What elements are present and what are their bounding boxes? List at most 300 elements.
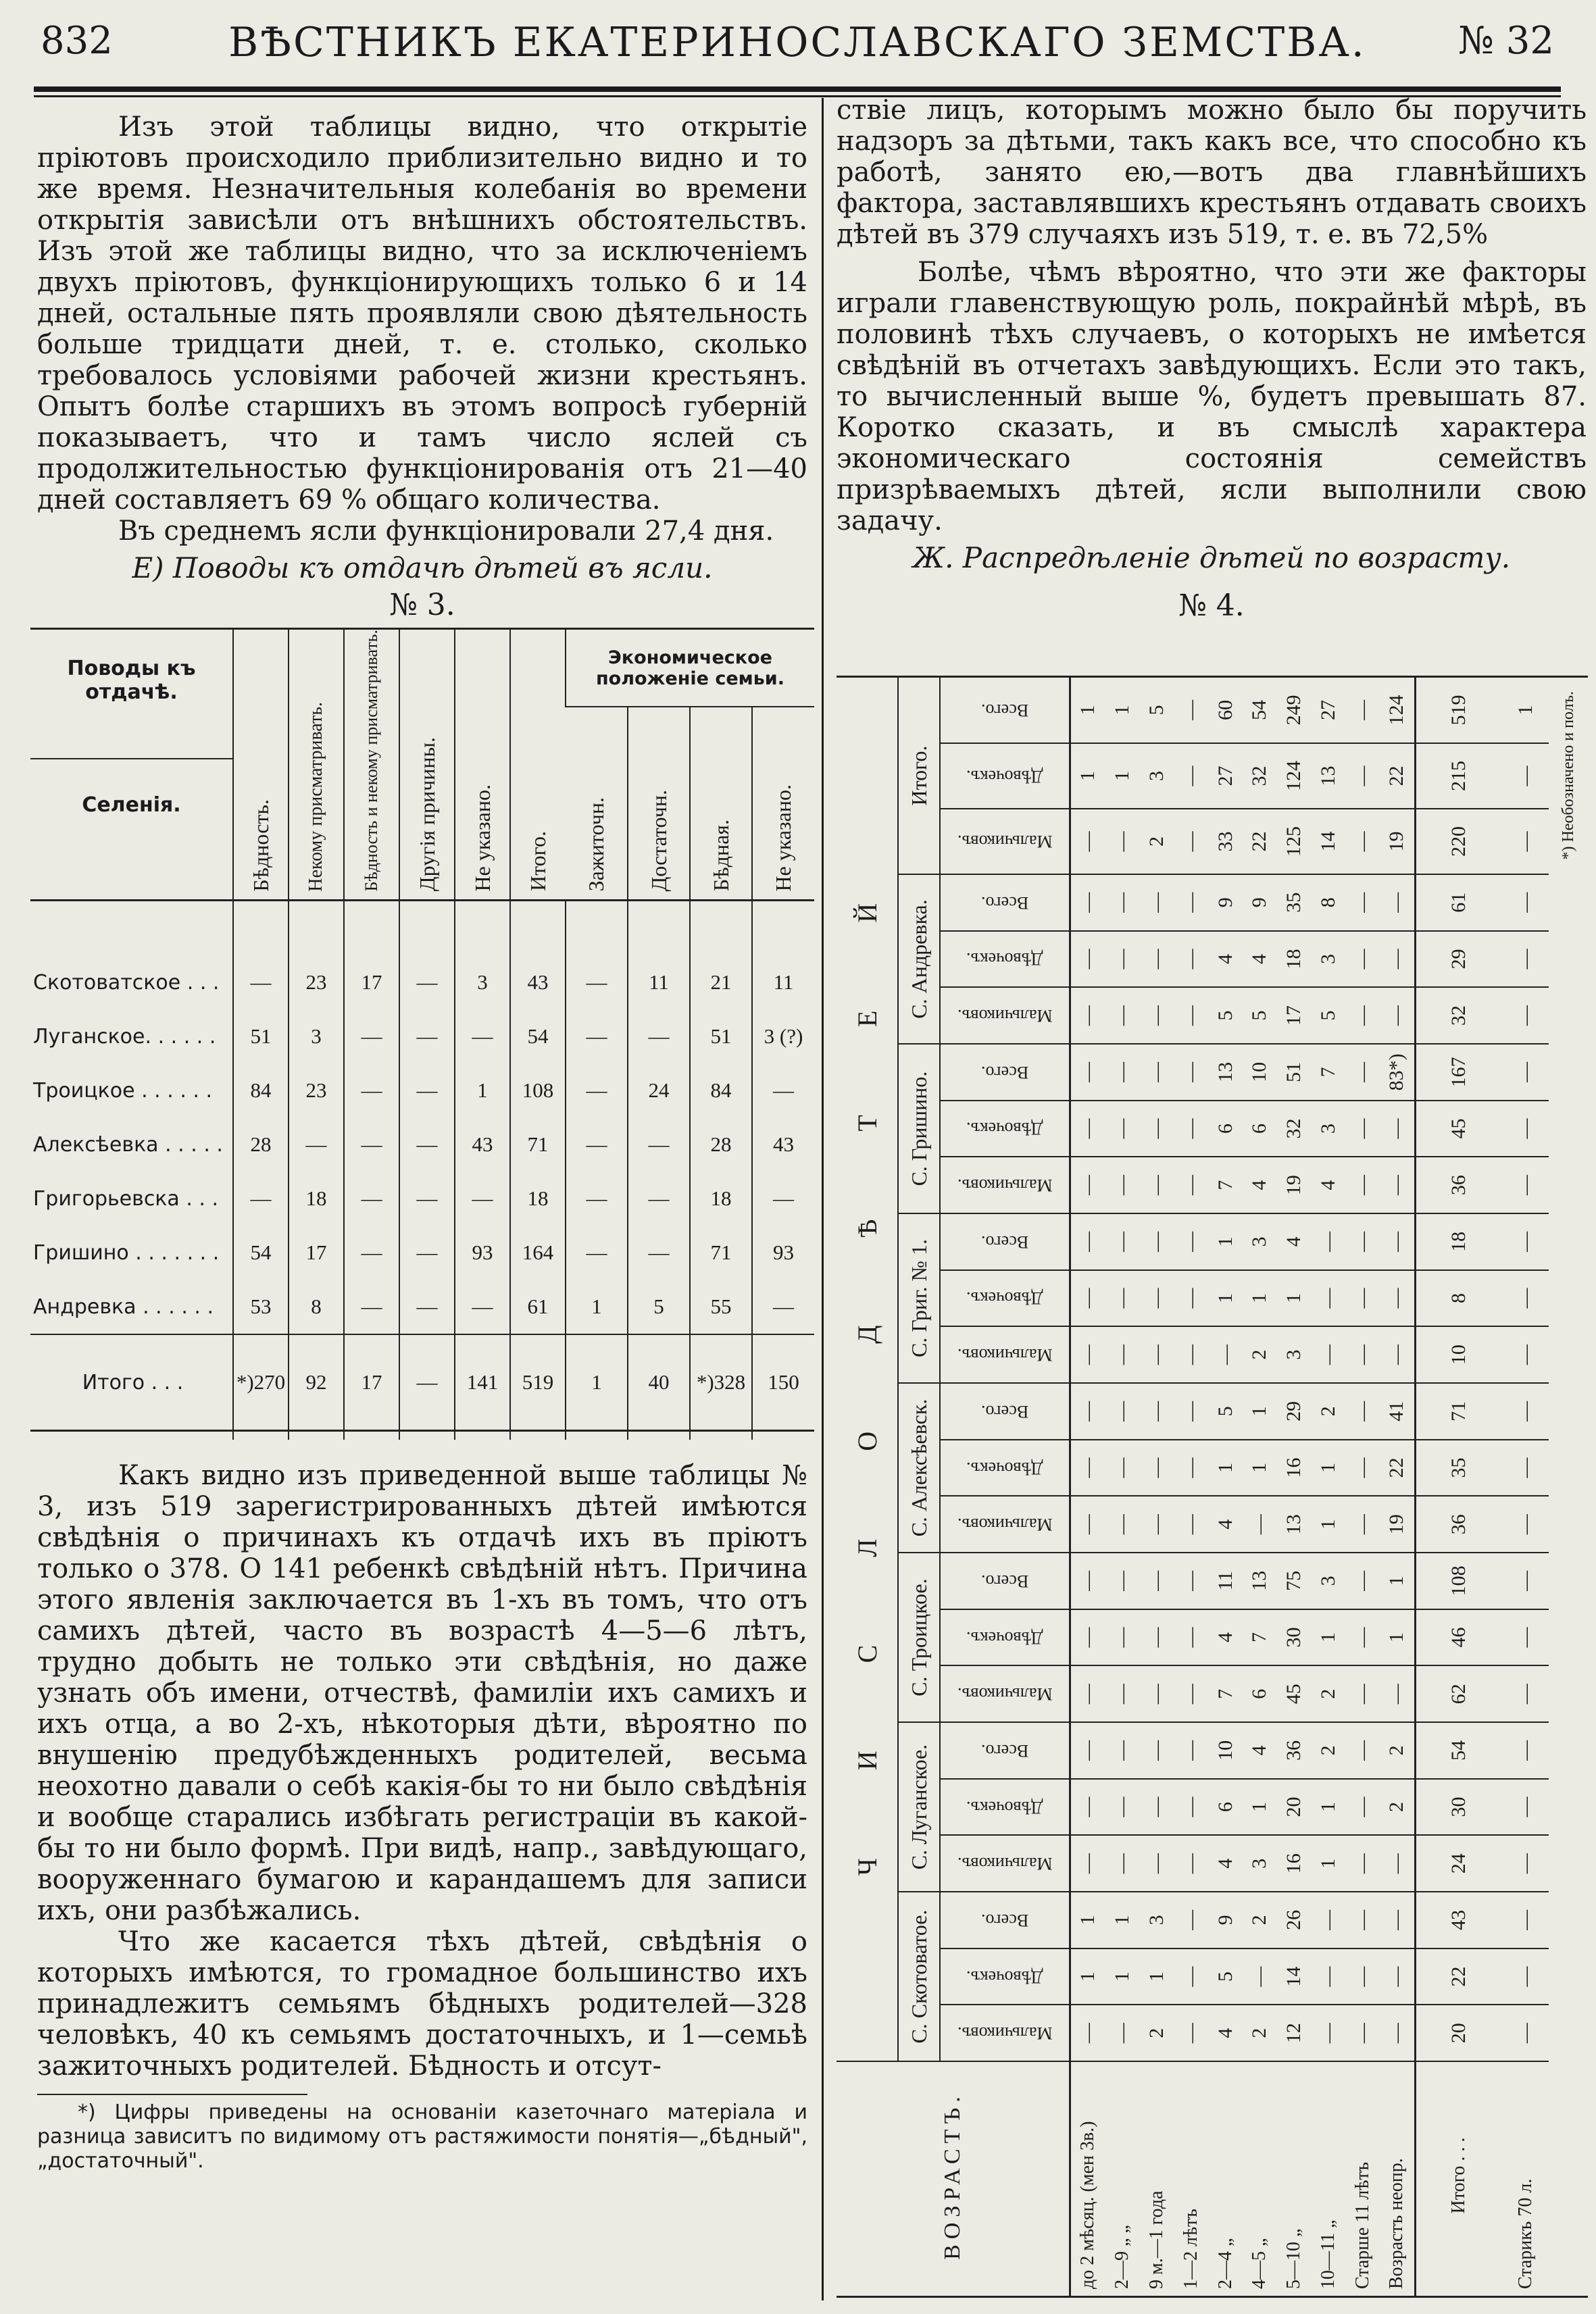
total-cell: 519 [1415, 678, 1502, 743]
table-cell: 10 [1243, 1044, 1277, 1101]
table-cell: 249 [1277, 678, 1312, 743]
table-cell: — [344, 1063, 399, 1117]
age-label: 2—9 „ „ [1112, 2225, 1133, 2289]
table3-col-header: Достаточн. [628, 707, 690, 901]
table4-subcol-header [940, 1496, 1070, 1553]
table-cell: — [1174, 1779, 1208, 1836]
table-cell: — [1174, 1948, 1208, 2005]
table-cell: — [1502, 1383, 1549, 1440]
table-cell: 1 [455, 1063, 510, 1117]
table4-subcol-header [940, 1383, 1070, 1440]
table-cell: — [1502, 1157, 1549, 1213]
table-cell: — [1174, 1383, 1208, 1440]
table3-col-header: Бѣдность. [233, 629, 289, 901]
total-cell: *)328 [690, 1334, 752, 1431]
table-cell: 43 [455, 1117, 510, 1172]
total-cell: 62 [1415, 1665, 1502, 1722]
table-cell: — [1070, 931, 1105, 988]
table-cell: 33 [1208, 809, 1243, 874]
table-cell: 4 [1243, 1722, 1277, 1779]
table-cell: — [1380, 1101, 1415, 1157]
table-cell: — [1070, 1101, 1105, 1157]
table-cell: — [1070, 809, 1105, 874]
table-cell: — [1070, 1553, 1105, 1609]
age-label: 4—5 „ [1249, 2238, 1270, 2289]
table-cell: — [1140, 1440, 1174, 1496]
table-cell: 28 [233, 1117, 289, 1172]
table-cell: 3 [1243, 1835, 1277, 1892]
table-cell: 5 [1208, 1948, 1243, 2005]
table4-subcol-header [940, 1101, 1070, 1157]
table4-subcol-header [940, 743, 1070, 809]
table-cell: 26 [1277, 1892, 1312, 1948]
table-cell: — [1380, 1270, 1415, 1327]
table4-subcol-label: Дѣвочекъ. [966, 1628, 1043, 1648]
table-cell: 1 [1243, 1270, 1277, 1327]
total-cell: 167 [1415, 1044, 1502, 1101]
table-cell: — [1311, 1213, 1345, 1270]
table-row [30, 1172, 814, 1226]
table-cell: — [1311, 1270, 1345, 1327]
total-cell: 17 [344, 1334, 399, 1431]
table-cell: — [1105, 1440, 1140, 1496]
table-cell: 2 [1311, 1665, 1345, 1722]
table4-subcol-header [940, 1553, 1070, 1609]
total-cell: 150 [752, 1334, 814, 1431]
table-cell: 4 [1277, 1213, 1312, 1270]
table4-big-header: Ч И С Л О Д Ѣ Т Е Й [837, 678, 898, 2061]
table-cell: — [1502, 1665, 1549, 1722]
table4-subcol-label: Дѣвочекъ. [966, 1458, 1043, 1478]
table-cell: 3 (?) [752, 1009, 814, 1063]
table4-subcol-header [940, 874, 1070, 931]
table-cell: — [1174, 1326, 1208, 1383]
table-cell: — [1380, 1157, 1415, 1213]
table-cell: 5 [1243, 987, 1277, 1044]
table-cell: 19 [1277, 1157, 1312, 1213]
table-cell: — [628, 1172, 690, 1226]
table3-corner-header [30, 629, 233, 901]
table-cell: 9 [1208, 874, 1243, 931]
table-cell: 1 [1243, 1779, 1277, 1836]
table-cell: — [1380, 931, 1415, 988]
right-column [837, 95, 1587, 628]
table3-col-header: Не указано. [455, 629, 510, 901]
table-cell: — [1502, 1609, 1549, 1666]
table-row [1105, 678, 1140, 2296]
table-cell: 14 [1311, 809, 1345, 874]
table-cell: 4 [1243, 931, 1277, 988]
table-cell: — [1380, 1835, 1415, 1892]
table-cell: — [752, 1063, 814, 1117]
village-name: Луганское. . . . . . [33, 1024, 216, 1049]
table-cell: — [1140, 1496, 1174, 1553]
table-cell: — [1345, 1835, 1380, 1892]
total-cell: 40 [628, 1334, 690, 1431]
table-cell: 32 [1277, 1101, 1312, 1157]
table-cell: 17 [1277, 987, 1312, 1044]
total-cell: 46 [1415, 1609, 1502, 1666]
table-cell: — [1140, 1044, 1174, 1101]
table-cell: — [1140, 987, 1174, 1044]
table4-subcol-header [940, 1835, 1070, 1892]
table-cell: — [1174, 2005, 1208, 2061]
table-cell: 71 [690, 1226, 752, 1280]
table-cell: — [1380, 987, 1415, 1044]
table-cell: — [566, 1226, 628, 1280]
table4-group-header: Итого. [898, 678, 940, 874]
table4-footnote: *) Необозначено и полъ. [1559, 691, 1577, 860]
table-cell: 71 [510, 1117, 566, 1172]
table-cell: — [1105, 1157, 1140, 1213]
table-cell: — [628, 1226, 690, 1280]
table-cell: — [1502, 1779, 1549, 1836]
table-cell: 1 [1208, 1213, 1243, 1270]
table-cell: 5 [628, 1280, 690, 1334]
table-cell: 6 [1243, 1101, 1277, 1157]
table4-subcol-label: Дѣвочекъ. [966, 766, 1043, 786]
table-cell: 1 [566, 1280, 628, 1334]
table-cell: — [1174, 931, 1208, 988]
table-cell: — [1502, 809, 1549, 874]
village-name: Григорьевска . . . [33, 1186, 219, 1211]
journal-title: ВѢСТНИКЪ ЕКАТЕРИНОСЛАВСКАГО ЗЕМСТВА. [228, 19, 1366, 66]
table4-subcol-header [940, 1157, 1070, 1213]
table-cell: — [1380, 1213, 1415, 1270]
village-name: Алексѣевка . . . . . [33, 1132, 223, 1157]
table-cell: 93 [455, 1226, 510, 1280]
total-cell: 54 [1415, 1722, 1502, 1779]
table-cell: — [399, 1172, 455, 1226]
table-cell: 23 [289, 955, 344, 1009]
total-label: Итого . . . [30, 1334, 233, 1431]
table-cell: — [1140, 1270, 1174, 1327]
table4-subcol-header [940, 2005, 1070, 2061]
table-cell: — [1174, 809, 1208, 874]
total-cell: 10 [1415, 1326, 1502, 1383]
table-cell: 22 [1380, 1440, 1415, 1496]
table-cell: 125 [1277, 809, 1312, 874]
table-4-rotated [837, 678, 1588, 2296]
table-cell: — [1380, 874, 1415, 931]
table4-subcol-header [940, 987, 1070, 1044]
total-cell: 220 [1415, 809, 1502, 874]
table-cell: 1 [1105, 1948, 1140, 2005]
table-cell: — [1345, 1609, 1380, 1666]
table4-group-header: С. Скотоватое. [898, 1892, 940, 2061]
table-cell: — [1105, 2005, 1140, 2061]
table-cell: 1 [1502, 678, 1549, 743]
table4-subcol-header [940, 809, 1070, 874]
table-cell: 60 [1208, 678, 1243, 743]
table3-col-header: Некому присматривать. [289, 629, 344, 901]
table-cell: 54 [510, 1009, 566, 1063]
table-cell: — [1311, 2005, 1345, 2061]
table-cell: — [1345, 1157, 1380, 1213]
table-cell: — [344, 1280, 399, 1334]
table-cell: 12 [1277, 2005, 1312, 2061]
total-cell: 92 [289, 1334, 344, 1431]
table-cell: 2 [1243, 1326, 1277, 1383]
table4-subcol-header [940, 1609, 1070, 1666]
table4-group-header: С. Алексѣевск. [898, 1383, 940, 1553]
section-zh-heading: Ж. Распредѣленіе дѣтей по возрасту. [912, 541, 1511, 574]
table-cell: — [344, 1009, 399, 1063]
table-cell: 18 [690, 1172, 752, 1226]
table-cell: — [399, 1009, 455, 1063]
table-cell: — [1208, 1326, 1243, 1383]
table-cell: — [455, 1009, 510, 1063]
table-row [30, 1063, 814, 1117]
left-paragraph-1: Изъ этой таблицы видно, что открытіе пріютовъ происходило приблизительно видно и то же время. Незначительныя колебанія во времени открытія зависѣли отъ внѣшнихъ обстоятельствъ. Изъ этой же таблицы видно, что за исключеніемъ двухъ пріютовъ, функціонирующихъ только 6 и 14 дней, остальные пять проявляли свою дѣятельность больше тридцати дней, т. е. столько, сколько требовалось условіями рабочей жизни крестьянъ. Опытъ болѣе старшихъ въ этомъ вопросѣ губерній показываетъ, что и тамъ число яслей съ продолжительностью функціонированія отъ 21—40 дней составляетъ 69 % общаго количества. [37, 111, 807, 515]
table-cell: 1 [1140, 1948, 1174, 2005]
table-cell: — [1070, 1722, 1105, 1779]
table-cell: 9 [1208, 1892, 1243, 1948]
table4-subcol-label: Мальчиковъ. [957, 832, 1053, 852]
table-row [1174, 678, 1208, 2296]
left-paragraph-2: Въ среднемъ ясли функціонировали 27,4 дня. [118, 515, 774, 547]
village-name: Андревка . . . . . . [33, 1294, 214, 1319]
table-cell: 1 [1070, 743, 1105, 809]
total-cell: 1 [566, 1334, 628, 1431]
table-cell: 1 [1380, 1553, 1415, 1609]
table-row [1243, 678, 1277, 2296]
table-cell: 1 [1311, 1496, 1345, 1553]
table-cell: — [1105, 1779, 1140, 1836]
table-cell: — [1070, 1383, 1105, 1440]
table-cell: 1 [1105, 743, 1140, 809]
table-cell: 20 [1277, 1779, 1312, 1836]
table-cell: 1 [1070, 678, 1105, 743]
table-cell: — [399, 1063, 455, 1117]
table-cell: — [1380, 1665, 1415, 1722]
table-cell: 17 [289, 1226, 344, 1280]
footnote-rule [37, 2094, 307, 2095]
table-cell: — [1070, 2005, 1105, 2061]
table-cell: 27 [1311, 678, 1345, 743]
table-cell: 2 [1140, 809, 1174, 874]
table-cell: — [1345, 1496, 1380, 1553]
table4-subcol-header [940, 1948, 1070, 2005]
table4-age-header: ВОЗРАСТЪ. [837, 2061, 1070, 2296]
table-cell: 1 [1311, 1835, 1345, 1892]
table-cell: 3 [1277, 1326, 1312, 1383]
table-cell: — [566, 1009, 628, 1063]
header-rule-thick [34, 86, 1561, 92]
table-row [30, 955, 814, 1009]
table-cell: — [1140, 1213, 1174, 1270]
table-cell: 3 [1311, 1101, 1345, 1157]
table-cell: 55 [690, 1280, 752, 1334]
right-paragraph-1: ствіе лицъ, которымъ можно было бы поручить надзоръ за дѣтьми, такъ какъ все, что способно къ работѣ, занято ею,—вотъ два главнѣйшихъ фактора, заставлявшихъ крестьянъ отдавать своихъ дѣтей въ 379 случаяхъ изъ 519, т. е. въ 72,5% [837, 95, 1587, 250]
table-cell: — [1174, 1101, 1208, 1157]
table-cell: — [1070, 987, 1105, 1044]
table4-subcol-header [940, 1892, 1070, 1948]
table-cell: 19 [1380, 1496, 1415, 1553]
table-row [30, 1280, 814, 1334]
table-cell: — [1243, 1496, 1277, 1553]
total-cell: 45 [1415, 1101, 1502, 1157]
table4-number: № 4. [1178, 588, 1245, 623]
table4-subcol-header [940, 1326, 1070, 1383]
table-cell: 13 [1277, 1496, 1312, 1553]
table4-subcol-label: Мальчиковъ. [957, 1684, 1053, 1705]
table-cell: 28 [690, 1117, 752, 1172]
table-cell: — [1105, 1101, 1140, 1157]
table4-group-header: С. Андревка. [898, 874, 940, 1044]
old-label: Старикъ 70 л. [1514, 2178, 1536, 2289]
table4-subcol-label: Всего. [980, 1401, 1029, 1422]
table-cell: — [1345, 1383, 1380, 1440]
table-cell: — [566, 1172, 628, 1226]
left-footnote: *) Цифры приведены на основаніи казеточнаго матеріала и разница зависитъ по видимому отъ растяжимости понятія—„бѣдный", „достаточный". [37, 2101, 807, 2173]
table-cell: — [752, 1280, 814, 1334]
table-cell: 4 [1208, 1609, 1243, 1666]
table-cell: — [1502, 874, 1549, 931]
table-cell: — [1140, 1609, 1174, 1666]
table-cell: — [628, 1117, 690, 1172]
table-cell: — [1070, 1270, 1105, 1327]
table4-subcol-label: Всего. [980, 1232, 1029, 1252]
table-cell: — [1105, 1326, 1140, 1383]
table-cell: 5 [1208, 1383, 1243, 1440]
table-cell: 4 [1208, 1496, 1243, 1553]
table-cell: 19 [1380, 809, 1415, 874]
table-cell: — [1345, 1779, 1380, 1836]
table-row [1140, 678, 1174, 2296]
table-cell: 32 [1243, 743, 1277, 809]
table-cell: 8 [1311, 874, 1345, 931]
table-cell: — [1174, 1553, 1208, 1609]
table-cell: 11 [628, 955, 690, 1009]
table-cell: 93 [752, 1226, 814, 1280]
table-cell: — [1140, 931, 1174, 988]
table-cell: 1 [1311, 1609, 1345, 1666]
table-cell: — [1105, 1383, 1140, 1440]
table4-subcol-label: Мальчиковъ. [957, 2023, 1053, 2044]
table-cell: 18 [510, 1172, 566, 1226]
table4-group-header: С. Григ. № 1. [898, 1213, 940, 1383]
table-cell: — [399, 1280, 455, 1334]
table3-head-villages: Селенія. [82, 793, 181, 817]
table-cell: 24 [628, 1063, 690, 1117]
table-cell: — [1502, 1835, 1549, 1892]
table-cell: — [1174, 874, 1208, 931]
table-cell: 13 [1208, 1044, 1243, 1101]
total-cell: 141 [455, 1334, 510, 1431]
table-cell: 9 [1243, 874, 1277, 931]
table4-subcol-header [940, 1665, 1070, 1722]
table-cell: 23 [289, 1063, 344, 1117]
table-cell: — [752, 1172, 814, 1226]
table4-subcol-label: Всего. [980, 1062, 1029, 1082]
total-cell: 24 [1415, 1835, 1502, 1892]
total-cell: 215 [1415, 743, 1502, 809]
table4-subcol-header [940, 1044, 1070, 1101]
table-cell: 54 [233, 1226, 289, 1280]
table4-subcol-header [940, 1722, 1070, 1779]
table3-col-header: Бѣдная. [690, 707, 752, 901]
table-cell: 1 [1105, 678, 1140, 743]
table-cell: — [1502, 1496, 1549, 1553]
table-cell: 2 [1311, 1383, 1345, 1440]
table-cell: — [1140, 1326, 1174, 1383]
table-cell: 6 [1208, 1101, 1243, 1157]
table-row [1070, 678, 1105, 2296]
table-cell: — [1140, 1157, 1174, 1213]
table-cell: 3 [1140, 1892, 1174, 1948]
total-cell: — [399, 1334, 455, 1431]
table-cell: — [1140, 874, 1174, 931]
table-cell: 2 [1311, 1722, 1345, 1779]
table-cell: 1 [1070, 1948, 1105, 2005]
table-cell: 53 [233, 1280, 289, 1334]
table-cell: — [1174, 1722, 1208, 1779]
table-cell: 10 [1208, 1722, 1243, 1779]
table-cell: — [1140, 1722, 1174, 1779]
table-cell: 3 [1243, 1213, 1277, 1270]
left-column [33, 111, 807, 2194]
total-cell: 8 [1415, 1270, 1502, 1327]
table-cell: 21 [690, 955, 752, 1009]
table-cell: — [1105, 1665, 1140, 1722]
table-cell: 108 [510, 1063, 566, 1117]
table-cell: — [1174, 1157, 1208, 1213]
table-total-row [1415, 678, 1502, 2296]
total-cell: *)270 [233, 1334, 289, 1431]
section-e-heading: Е) Поводы къ отдачѣ дѣтей въ ясли. [132, 551, 713, 584]
table-cell: — [1345, 874, 1380, 931]
table-cell: — [1070, 1326, 1105, 1383]
table-cell: 43 [752, 1117, 814, 1172]
table-cell: 1 [1208, 1270, 1243, 1327]
table-row [1208, 678, 1243, 2296]
table-cell: 124 [1380, 678, 1415, 743]
table-cell: — [566, 1063, 628, 1117]
age-label: 5—10 „ [1283, 2228, 1305, 2289]
table-cell: — [1070, 1779, 1105, 1836]
table-cell: — [1174, 1892, 1208, 1948]
page-header [34, 12, 1561, 80]
table-cell: — [1140, 1383, 1174, 1440]
table-cell: — [1105, 1044, 1140, 1101]
table-row [30, 1226, 814, 1280]
table-cell: — [1070, 1157, 1105, 1213]
table-cell: — [344, 1226, 399, 1280]
table-cell: 61 [510, 1280, 566, 1334]
table-cell: — [1174, 1270, 1208, 1327]
table4-subcol-header [940, 1779, 1070, 1836]
table-cell: 164 [510, 1226, 566, 1280]
table3-col-header: Итого. [510, 629, 566, 901]
table-cell: 27 [1208, 743, 1243, 809]
table4-group-header: С. Троицкое. [898, 1553, 940, 1722]
table-cell: — [1105, 1722, 1140, 1779]
table-cell: — [233, 1172, 289, 1226]
table4-subcol-label: Дѣвочекъ. [966, 949, 1043, 970]
table-cell: 4 [1208, 931, 1243, 988]
table-cell: — [1070, 1496, 1105, 1553]
table-cell: 5 [1208, 987, 1243, 1044]
total-cell: 22 [1415, 1948, 1502, 2005]
table-cell: 2 [1380, 1722, 1415, 1779]
table-cell: 43 [510, 955, 566, 1009]
table3-head-reasons: Поводы къ отдачѣ. [30, 630, 232, 759]
table-cell: — [1502, 2005, 1549, 2061]
village-name: Гришино . . . . . . . [33, 1240, 220, 1265]
table-cell: — [628, 1009, 690, 1063]
table-cell: — [1105, 1553, 1140, 1609]
